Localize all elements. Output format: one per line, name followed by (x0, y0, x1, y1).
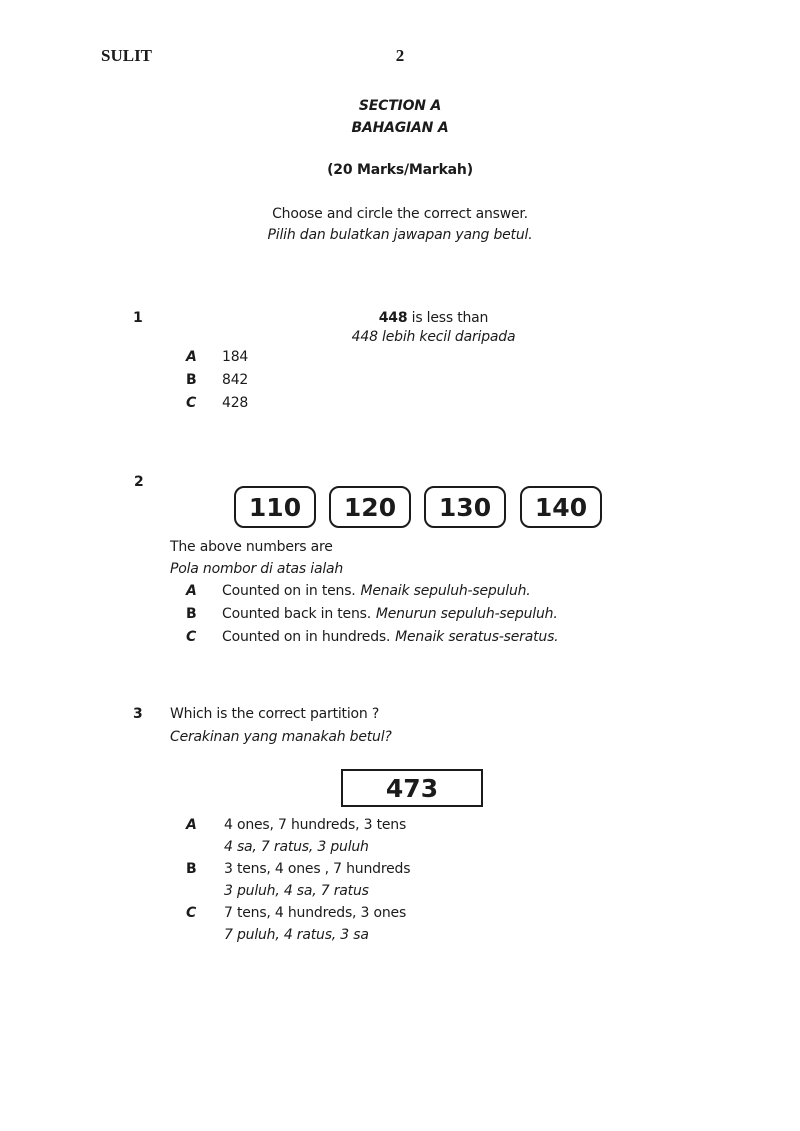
q2-option-c-letter: C (186, 629, 197, 645)
q2-option-b-ms: Menurun sepuluh-sepuluh. (375, 606, 558, 622)
q1-option-a-text: 184 (222, 349, 249, 365)
q1-option-b-text: 842 (222, 372, 249, 388)
q3-option-a-letter: A (186, 817, 197, 833)
question-1-number: 1 (133, 310, 143, 326)
question-1-stem-bold-value: 448 (378, 310, 408, 326)
q1-option-b-letter: B (186, 372, 197, 388)
q3-option-c-ms: 7 puluh, 4 ratus, 3 sa (224, 927, 369, 943)
q2-option-a-text (222, 583, 531, 600)
q3-option-c-letter: C (186, 905, 197, 921)
question-1-stem-ms: 448 lebih kecil daripada (351, 329, 516, 345)
number-box-140: 140 (520, 486, 602, 528)
q3-option-c-en: 7 tens, 4 hundreds, 3 ones (224, 905, 407, 921)
q3-option-b-ms: 3 puluh, 4 sa, 7 ratus (224, 883, 369, 899)
q3-option-a-ms: 4 sa, 7 ratus, 3 puluh (224, 839, 369, 855)
q2-option-a-en: Counted on in tens. (222, 583, 356, 599)
q3-option-b-en: 3 tens, 4 ones , 7 hundreds (224, 861, 411, 877)
q3-option-b-letter: B (186, 861, 197, 877)
instruction-en: Choose and circle the correct answer. (272, 206, 528, 222)
partition-value-box: 473 (341, 769, 483, 807)
q1-option-c-text: 428 (222, 395, 249, 411)
section-marks: (20 Marks/Markah) (327, 162, 473, 178)
q2-option-c-en: Counted on in hundreds. (222, 629, 391, 645)
q2-option-a-letter: A (186, 583, 197, 599)
number-box-130: 130 (424, 486, 506, 528)
question-1-stem-en (170, 310, 697, 327)
q1-option-a-letter: A (186, 349, 197, 365)
instruction-ms: Pilih dan bulatkan jawapan yang betul. (267, 227, 533, 243)
q2-option-b-text (222, 606, 558, 623)
number-box-110: 110 (234, 486, 316, 528)
question-1-stem-rest: is less than (407, 310, 489, 326)
section-title-en: SECTION A (358, 98, 442, 114)
question-3-stem-ms: Cerakinan yang manakah betul? (170, 729, 392, 745)
question-3-stem-en: Which is the correct partition ? (170, 706, 380, 722)
number-box-120: 120 (329, 486, 411, 528)
q1-option-c-letter: C (186, 395, 197, 411)
question-2-number: 2 (134, 474, 144, 490)
q2-option-b-en: Counted back in tens. (222, 606, 371, 622)
section-title-ms: BAHAGIAN A (351, 120, 449, 136)
q2-option-a-ms: Menaik sepuluh-sepuluh. (360, 583, 531, 599)
question-3-number: 3 (133, 706, 143, 722)
header-sulit-label: SULIT (101, 46, 153, 65)
q2-option-c-ms: Menaik seratus-seratus. (395, 629, 559, 645)
question-2-stem-en: The above numbers are (170, 539, 333, 555)
q2-option-b-letter: B (186, 606, 197, 622)
q2-option-c-text (222, 629, 558, 646)
question-2-stem-ms: Pola nombor di atas ialah (170, 561, 344, 577)
page-number: 2 (395, 46, 405, 65)
q3-option-a-en: 4 ones, 7 hundreds, 3 tens (224, 817, 407, 833)
